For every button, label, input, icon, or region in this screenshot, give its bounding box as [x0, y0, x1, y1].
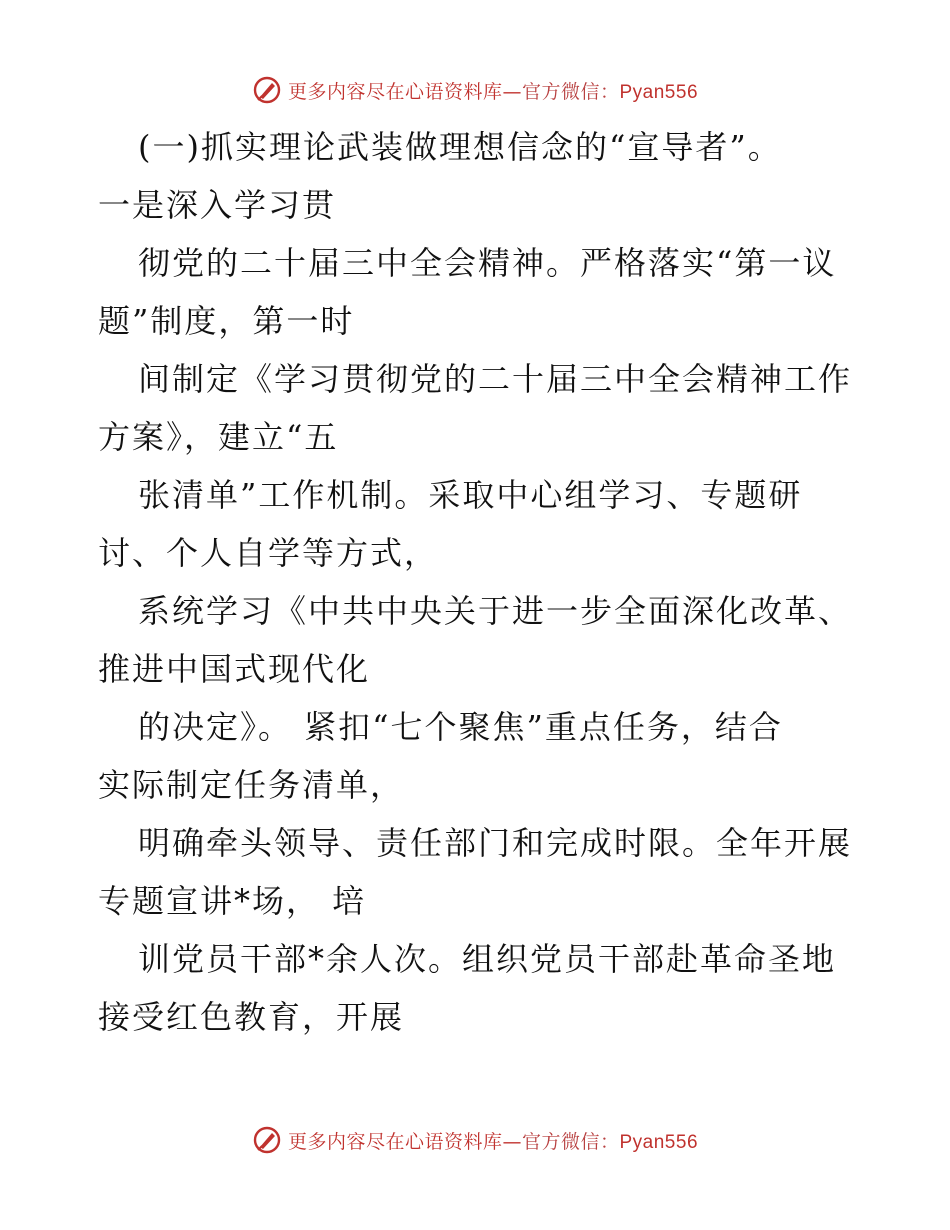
- header-wechat-label: 官方微信：: [521, 80, 620, 103]
- document-body: [98, 118, 878, 1046]
- body-line: 间制定《学习贯彻党的二十届三中全会精神工作: [138, 360, 853, 398]
- footer-banner: [0, 1120, 950, 1160]
- body-line: 系统学习《中共中央关于进一步全面深化改革、: [138, 592, 853, 630]
- body-line: 一是深入学习贯: [98, 186, 337, 224]
- body-line: 实际制定任务清单，: [98, 766, 405, 804]
- body-line: (一)抓实理论武装做理想信念的“宣导者”。: [138, 128, 782, 166]
- header-separator: —: [502, 80, 522, 103]
- body-line: 接受红色教育，开展: [98, 998, 405, 1036]
- header-site-text: 更多内容尽在心语资料库: [287, 80, 503, 103]
- body-line: 题”制度，第一时: [98, 302, 355, 340]
- body-line: 彻党的二十届三中全会精神。严格落实“第一议: [138, 244, 837, 282]
- quill-logo-icon: [252, 75, 282, 105]
- body-line: 张清单”工作机制。采取中心组学习、专题研: [138, 476, 803, 514]
- footer-separator: —: [502, 1130, 522, 1153]
- footer-wechat-id: Pyan556: [619, 1131, 699, 1153]
- body-line: 训党员干部*余人次。组织党员干部赴革命圣地: [138, 940, 837, 978]
- footer-banner-text: [288, 1127, 698, 1154]
- body-line: 推进中国式现代化: [98, 650, 371, 688]
- header-wechat-id: Pyan556: [619, 81, 699, 103]
- footer-site-text: 更多内容尽在心语资料库: [287, 1130, 503, 1153]
- footer-wechat-label: 官方微信：: [521, 1130, 620, 1153]
- quill-logo-icon: [252, 1125, 282, 1155]
- body-line: 方案》，建立“五: [98, 418, 339, 456]
- body-line: 讨、个人自学等方式，: [98, 534, 439, 572]
- body-line: 的决定》。 紧扣“七个聚焦”重点任务，结合: [138, 708, 783, 746]
- header-banner: [0, 70, 950, 110]
- body-line: 专题宣讲*场， 培: [98, 882, 367, 920]
- body-line: 明确牵头领导、责任部门和完成时限。全年开展: [138, 824, 853, 862]
- header-banner-text: [288, 77, 698, 104]
